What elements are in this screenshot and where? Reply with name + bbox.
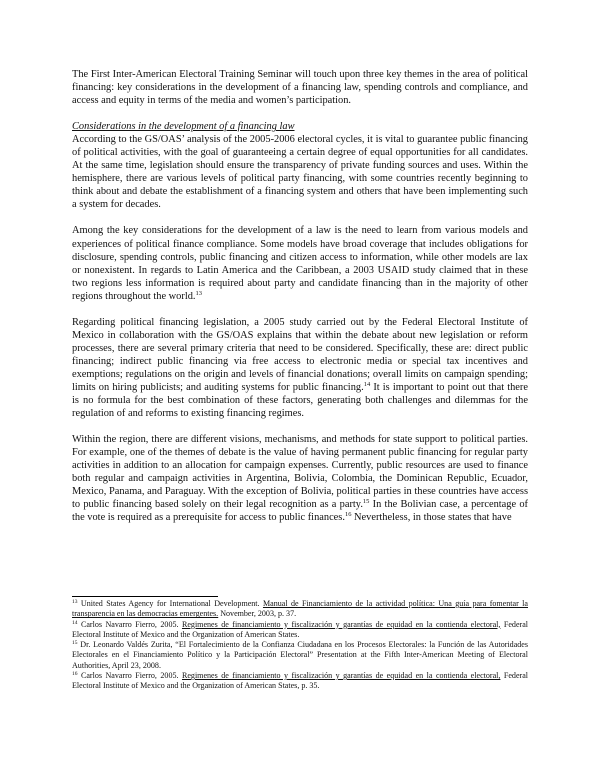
footnote-title: Regimenes de financiamiento y fiscalización y garantías de equidad en la contienda electoral, <box>181 619 501 629</box>
paragraph-text: It is important to point out that there is no formula for the best combination of these factors, generating both challenges and dilemmas for the regulation of and reforms to existing financing regimes. <box>72 381 528 420</box>
paragraph-text: In the Bolivian case, a percentage of the vote is required as a prerequisite for access to public finances. <box>72 499 528 524</box>
footnote-15 <box>72 640 528 671</box>
document-body <box>72 68 528 524</box>
paragraph-key-considerations <box>72 224 528 302</box>
section-heading: Considerations in the development of a financing law <box>72 121 295 133</box>
footnote-text: Carlos Navarro Fierro, 2005. <box>77 671 182 681</box>
footnote-divider <box>72 596 218 597</box>
footnote-14 <box>72 620 528 641</box>
footnote-title: Regimenes de financiamiento y fiscalización y garantías de equidad en la contienda electoral, <box>181 671 501 681</box>
footnote-number: 15 <box>72 640 78 647</box>
footnote-16 <box>72 671 528 692</box>
footnote-text: Federal Electoral Institute of Mexico and the Organization of American States, p. 35. <box>72 671 529 691</box>
paragraph-gsoas-analysis: According to the GS/OAS’ analysis of the 2005-2006 electoral cycles, it is vital to guarantee public financing of political activities, with the goal of guaranteeing a certain degree of equal opportunities for all candidates. At the same time, legislation should ensure the transparency of private funding sources and uses. Within the hemisphere, there are various levels of political party financing, with some countries recently beginning to think about and debate the establishment of a financing system and others that have been implementing such a system for decades. <box>72 134 528 211</box>
footnotes <box>72 599 528 692</box>
footnote-number: 14 <box>72 619 78 626</box>
footnote-text: Federal Electoral Institute of Mexico and the Organization of American States. <box>72 619 529 639</box>
footnote-ref-16[interactable]: 16 <box>344 511 352 519</box>
paragraph-state-support <box>72 433 528 524</box>
footnote-text: November, 2003, p. 37. <box>218 609 297 619</box>
footnote-ref-13[interactable]: 13 <box>195 289 203 297</box>
footnote-text: Carlos Navarro Fierro, 2005. <box>77 619 182 629</box>
footnote-ref-14[interactable]: 14 <box>363 380 371 388</box>
paragraph-text: Nevertheless, in those states that have <box>351 512 512 524</box>
footnote-number: 16 <box>72 671 78 678</box>
footnote-title: Manual de Financiamiento de la actividad política: Una guía para fomentar la transparencia en las democracias emergentes. <box>72 599 528 619</box>
footnote-ref-15[interactable]: 15 <box>362 498 370 506</box>
footnote-text: Dr. Leonardo Valdés Zurita, “El Fortalecimiento de la Confianza Ciudadana en los Procesos Electorales: la Función de las Autoridades Electorales en el Financiamiento Político y la Participación Electoral” Presentation at the Fifth Inter-American Meeting of Electoral Authorities, April 23, 2008. <box>72 640 528 670</box>
footnote-number: 13 <box>72 599 78 605</box>
paragraph-text: Among the key considerations for the development of a law is the need to learn from various models and experiences of political finance compliance. Some models have broad coverage that includes obligations for disclosure, spending controls, public financing and citizen access to information, while other models are lax or nonexistent. In regards to Latin America and the Caribbean, a 2003 USAID study claimed that in these two regions less information is required about party and candidate financing than in the majority of other regions throughout the world. <box>72 225 528 302</box>
paragraph-text: Regarding political financing legislation, a 2005 study carried out by the Federal Electoral Institute of Mexico in collaboration with the GS/OAS explains that within the debate about new legislation or reform processes, there are several primary criteria that need to be considered. Specifically, these are: direct public financing; indirect public financing via free access to electronic media or special tax incentives and exemptions; regulations on the origin and levels of financial donations; overall limits on campaign spending; limits on hiring publicists; and auditing systems for public financing. <box>72 316 528 393</box>
paragraph-financing-legislation <box>72 316 528 420</box>
footnote-text: United States Agency for International Development. <box>77 599 263 608</box>
footnote-13 <box>72 599 528 620</box>
intro-paragraph: The First Inter-American Electoral Training Seminar will touch upon three key themes in the area of political financing: key considerations in the development of a financing law, spending controls and compliance, and access and equity in terms of the media and women’s participation. <box>72 69 528 107</box>
paragraph-text: Within the region, there are different visions, mechanisms, and methods for state support to political parties. For example, one of the themes of debate is the value of having permanent public financing for regular party activities in addition to an allocation for campaign expenses. Currently, public resources are used to finance both regular and campaign activities in Argentina, Bolivia, Colombia, the Dominican Republic, Ecuador, Mexico, Panama, and Paraguay. With the exception of Bolivia, political parties in these countries have access to public financing based solely on their legal recognition as a party. <box>72 434 528 511</box>
